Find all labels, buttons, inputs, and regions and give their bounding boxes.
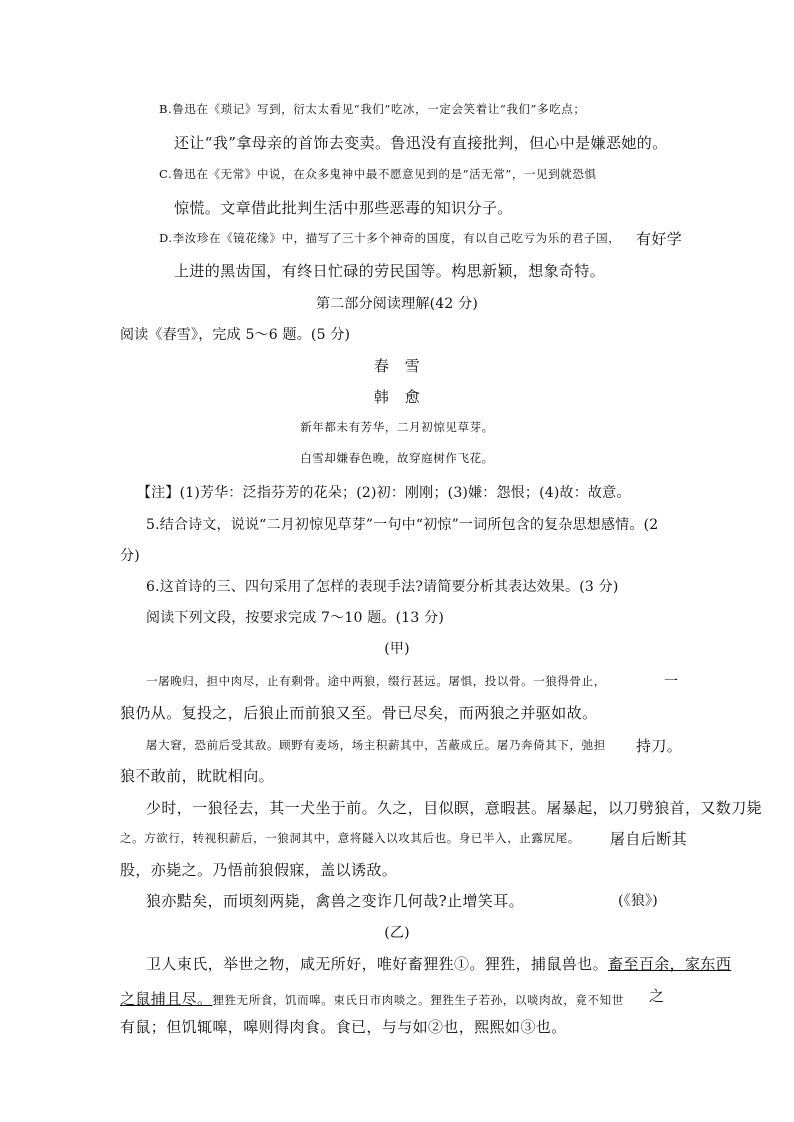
poem-title: 春 雪: [373, 357, 421, 375]
passage-yi-label: (乙): [384, 925, 410, 941]
poem-line-1: 新年都未有芳华，二月初惊见草芽。: [300, 420, 494, 434]
option-b-line2: 还让“我”拿母亲的首饰去变卖。鲁迅没有直接批判，但心中是嫌恶她的。: [174, 134, 668, 152]
reading-intro: 阅读《春雪》，完成 5～6 题。(5 分): [120, 327, 351, 343]
question-6: 6.这首诗的三、四句采用了怎样的表现手法?请简要分析其表达效果。(3 分): [146, 579, 619, 595]
poem-note: 【注】(1)芳华：泛指芬芳的花朵；(2)初：刚刚；(3)嫌：怨恨；(4)故：故意。: [137, 485, 631, 501]
yi-line1-text: 卫人束氏，举世之物，咸无所好，唯好畜狸狌①。狸狌，捕鼠兽也。: [146, 955, 609, 973]
jia-p2-line1: 屠大窘，恐前后受其敌。顾野有麦场，场主积薪其中，苫蔽成丘。屠乃奔倚其下，弛担: [146, 738, 606, 752]
passage-jia-label: (甲): [384, 641, 410, 657]
jia-p2-line1-tail: 持刀。: [636, 737, 683, 755]
option-c-line2: 惊慌。文章借此批判生活中那些恶毒的知识分子。: [174, 199, 513, 217]
option-d-line1: D.李汝珍在《镜花缘》中，描写了三十多个神奇的国度，有以自己吃亏为乐的君子国，: [159, 231, 621, 245]
yi-line1-underlined: 畜至百余，家东西: [608, 955, 732, 973]
jia-p1-line1-tail: 一: [664, 674, 679, 690]
jia-p1-line1: 一屠晚归，担中肉尽，止有剩骨。途中两狼，缀行甚远。屠惧，投以骨。一狼得骨止，: [146, 674, 606, 688]
jia-p1-line2: 狼仍从。复投之，后狼止而前狼又至。骨已尽矣，而两狼之并驱如故。: [120, 704, 598, 722]
yi-line3: 有鼠；但饥辄嗥，嗥则得肉食。食已，与与如②也，熙熙如③也。: [120, 1018, 567, 1036]
question-5-line1: 5.结合诗文，说说“二月初惊见草芽”一句中“初惊”一词所包含的复杂思想感情。(2: [146, 517, 659, 533]
yi-line2-text: 狸狌无所食，饥而嗥。束氏日市肉啖之。狸狌生子若孙，以啖肉故，竟不知世: [212, 993, 624, 1007]
jia-p2-line2: 狼不敢前，眈眈相向。: [120, 767, 275, 785]
jia-source: (《狼》): [618, 893, 658, 909]
yi-line2: [120, 988, 624, 1009]
option-b-line1: B.鲁迅在《琐记》写到，衍太太看见“我们”吃冰，一定会笑着让“我们”多吃点；: [159, 102, 586, 116]
option-c-line1: C.鲁迅在《无常》中说，在众多鬼神中最不愿意见到的是“活无常”，一见到就恐惧: [159, 167, 597, 181]
yi-line2-tail: 之: [649, 987, 665, 1005]
jia-p3-line2: 之。方欲行，转视积薪后，一狼洞其中，意将隧入以攻其后也。身已半入，止露尻尾。: [120, 831, 580, 845]
yi-line1: [146, 953, 731, 974]
poem-line-2: 白雪却嫌春色晚，故穿庭树作飞花。: [300, 451, 494, 465]
jia-p3-line3: 股，亦毙之。乃悟前狼假寐，盖以诱敌。: [120, 861, 398, 879]
jia-p3-line1: 少时，一狼径去，其一犬坐于前。久之，目似瞑，意暇甚。屠暴起，以刀劈狼首，又数刀毙: [146, 799, 763, 817]
question-5-line2: 分): [120, 548, 140, 564]
jia-p3-line2-tail: 屠自后断其: [610, 830, 688, 848]
yi-line2-underlined: 之鼠捕且尽。: [120, 990, 213, 1008]
part2-heading: 第二部分阅读理解(42 分): [316, 296, 478, 312]
option-d-line2: 上进的黑齿国，有终日忙碌的劳民国等。构思新颖，想象奇特。: [174, 262, 606, 280]
poem-author: 韩 愈: [373, 388, 421, 406]
jia-p4: 狼亦黠矣，而顷刻两毙，禽兽之变诈几何哉?止增笑耳。: [146, 892, 525, 910]
reading-intro-2: 阅读下列文段，按要求完成 7～10 题。(13 分): [146, 610, 445, 626]
option-d-line1-tail: 有好学: [636, 230, 683, 248]
